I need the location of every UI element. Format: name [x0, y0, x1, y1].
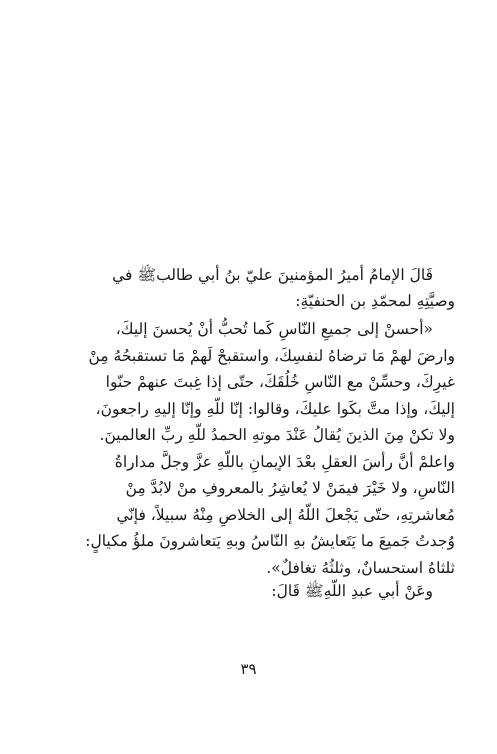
quote-line: «أحسنْ إلى جميعِ النّاسِ كَما تُحبُّ أنْ يُحسنَ إليكَ،: [115, 320, 433, 338]
heading-line: وصيَّتِهِ لمحمّدِ بن الحنفيّةِ:: [295, 292, 455, 310]
heading-line: قَالَ الإمامُ أميرُ المؤمنينَ عليّ بنُ أبي طالبﷺ في: [112, 266, 433, 284]
quote-line: وارضَ لهمْ مَا ترضاهُ لنفسِكَ، واستقبحْ لَهمْ مَا تستقبحُهُ مِنْ: [88, 346, 455, 365]
quote-line: مُعاشرتِهِ، حتّى يَجْعلَ اللّهُ إلى الخلاصِ مِنْهُ سبيلاً، فإنّي: [116, 505, 455, 524]
quote-line: إليكَ، وإذا متَّ بكَوا عليكَ، وقالوا: إنّا للّهِ وإنّا إليهِ راجعونَ،: [95, 399, 455, 418]
quote-line: ولا تكنْ مِنَ الذينَ يُقالُ عَنْدَ موتهِ الحمدُ للّهِ ربِّ العالمينَ.: [99, 426, 455, 444]
quoted-testament: [42, 316, 455, 581]
closing-narration: [42, 578, 455, 604]
quote-line: واعلمْ أنَّ رأسَ العقلِ بعْدَ الإيمانِ باللّهِ عزَّ وجلَّ مداراةُ: [114, 452, 455, 471]
page-number: ٣٩: [240, 660, 257, 678]
quote-line: غيرِكَ، وحسِّنْ مع النّاسِ خُلُقَكَ، حتّى إذا غِبتَ عنهمْ حنّوا: [105, 373, 455, 391]
quote-line: النّاسِ، ولا خَيْرَ فيمَنْ لا يُعاشِرُ بالمعروفِ منْ لابُدَّ مِنْ: [125, 479, 455, 497]
closing-line: وعَنْ أبي عبدِ اللّهِﷺ قَالَ:: [271, 582, 433, 600]
quote-line: ثلثاهُ استحسانٌ، وثلثُهُ تغافلٌ».: [266, 558, 455, 577]
narration-heading: [42, 262, 455, 314]
quote-line: وُجدتُ جَميعَ ما يَتَعايشُ بهِ النّاسُ وبهِ يَتعاشرونَ ملؤُ مكيالٍ:: [85, 532, 455, 550]
